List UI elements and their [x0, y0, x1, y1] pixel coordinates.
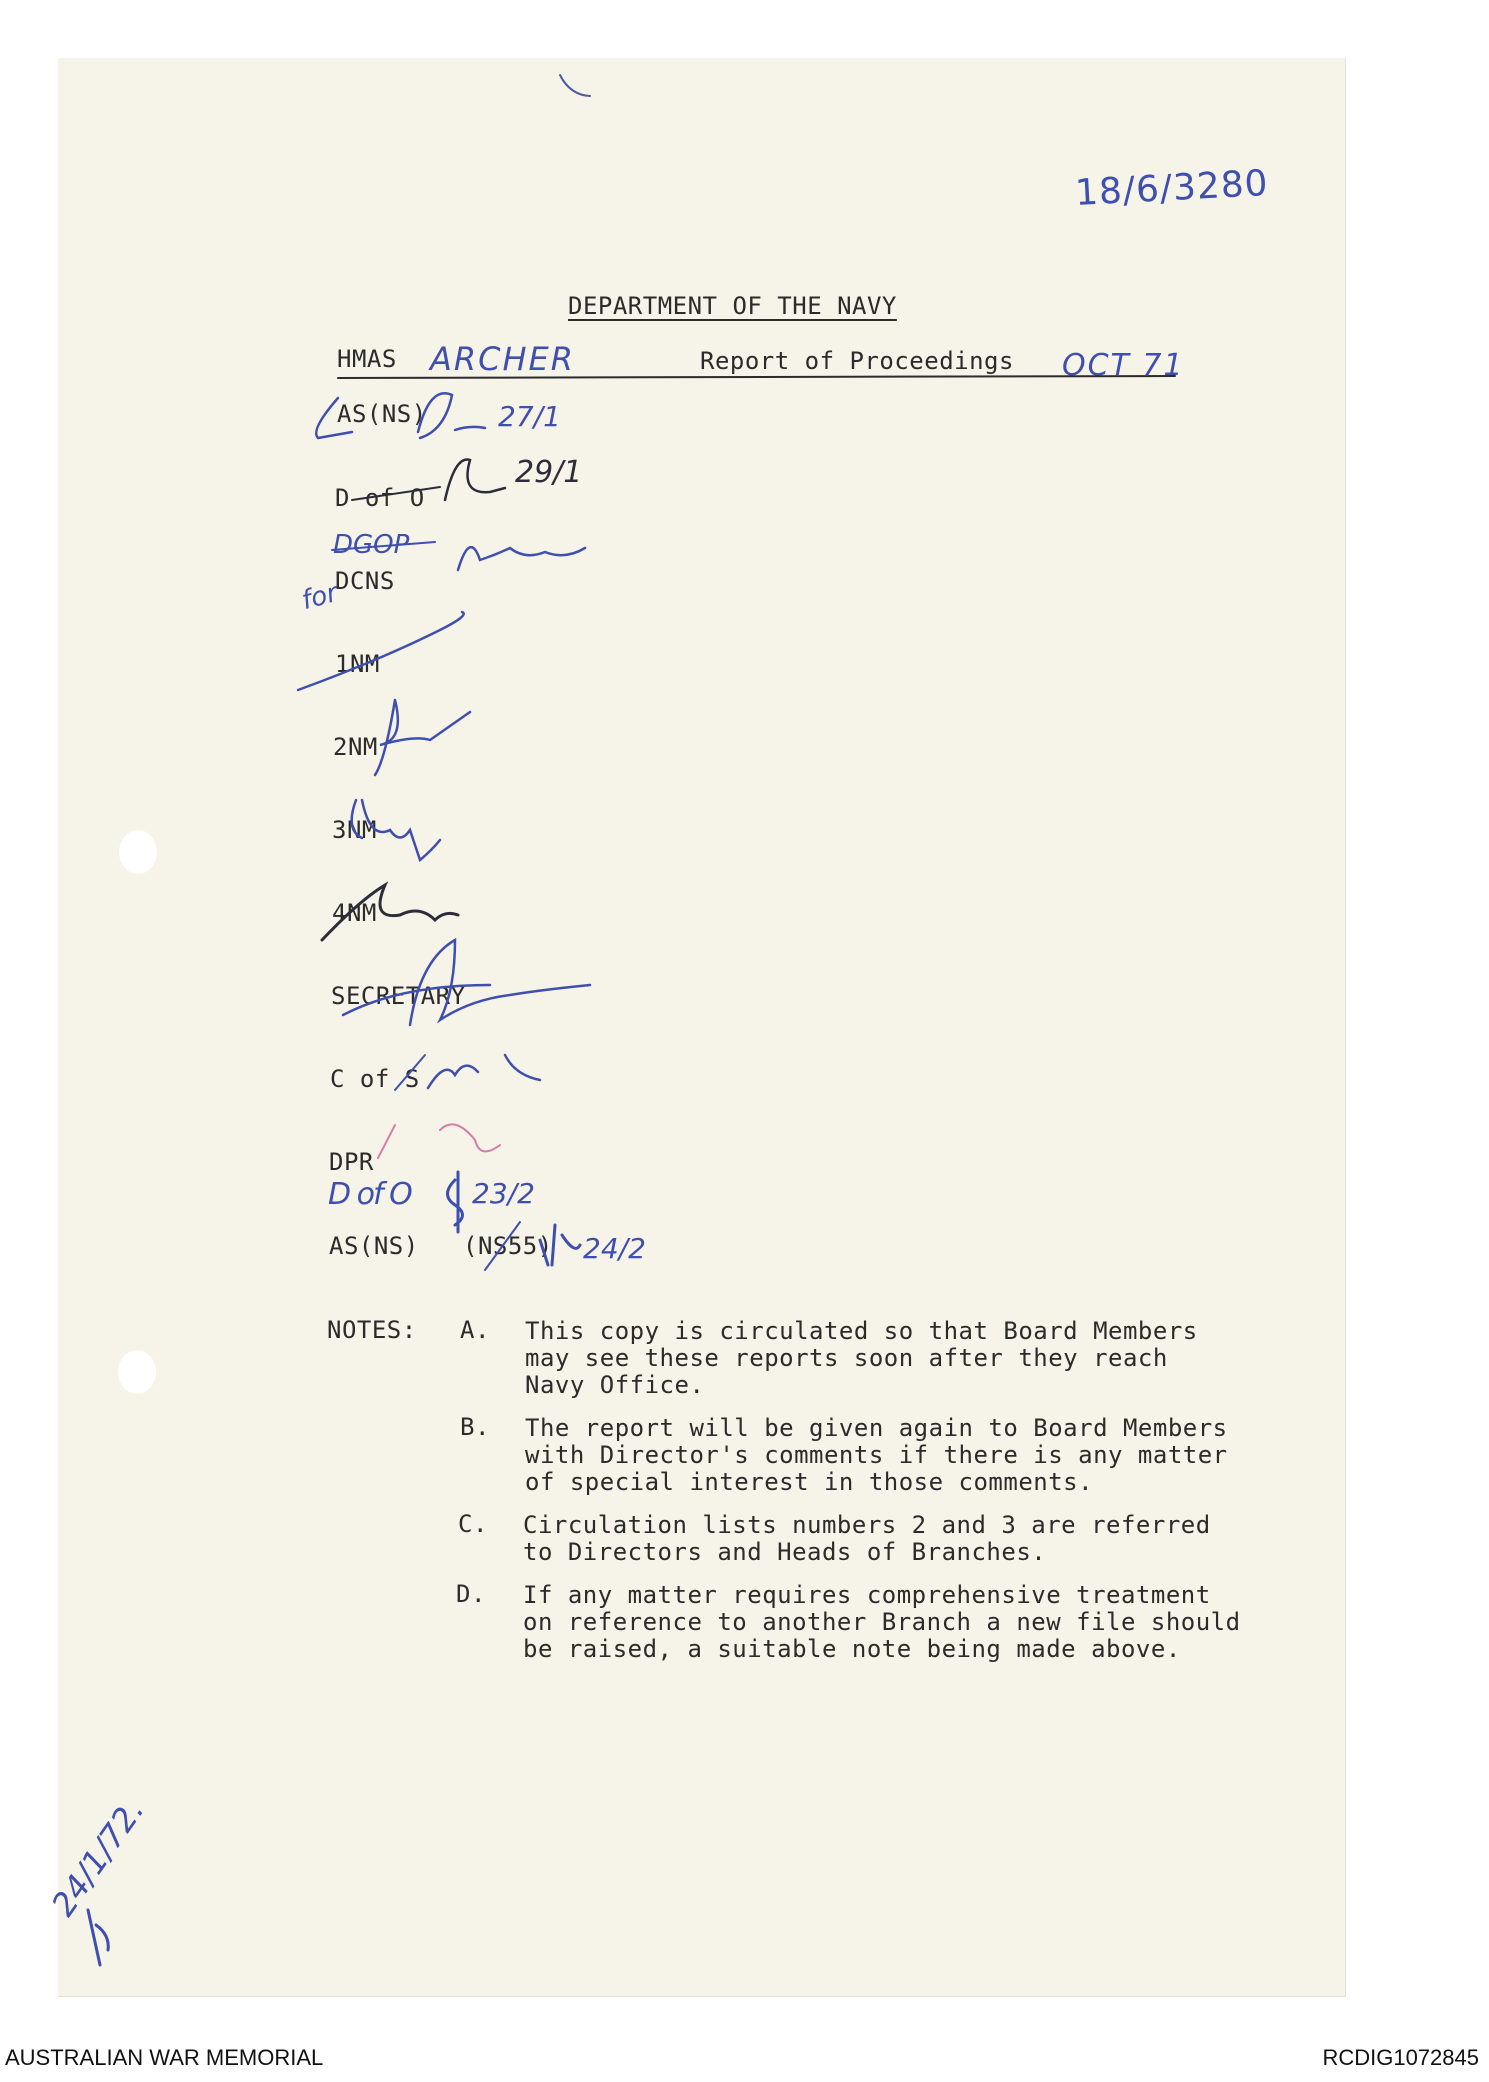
footer-item-id: RCDIG1072845: [1322, 2045, 1479, 2070]
file-number: 18/6/3280: [1074, 162, 1270, 215]
note-d-line-1: If any matter requires comprehensive treatment: [523, 1581, 1211, 1609]
handwritten-dgop: DGOP: [333, 530, 410, 560]
routing-d-of-o: D of O: [335, 484, 425, 512]
note-a-line-1: This copy is circulated so that Board Members: [525, 1317, 1198, 1345]
note-d-line-3: be raised, a suitable note being made above.: [523, 1635, 1181, 1663]
signature-dcns: [458, 547, 585, 570]
top-mark: [560, 75, 590, 96]
note-b-line-3: of special interest in those comments.: [525, 1468, 1094, 1496]
routing-4nm: 4NM: [332, 899, 377, 927]
notes-label: NOTES:: [327, 1316, 417, 1344]
note-c-line-1: Circulation lists numbers 2 and 3 are referred: [523, 1511, 1211, 1539]
note-a-letter: A.: [460, 1316, 490, 1344]
signature-4nm: [322, 885, 458, 940]
handwritten-date-3: 23/2: [472, 1177, 535, 1210]
routing-as-ns-final: AS(NS): [329, 1232, 419, 1260]
pink-marks-dpr: [378, 1124, 500, 1158]
note-b-line-2: with Director's comments if there is any matter: [525, 1441, 1228, 1469]
underline-report-line: [338, 376, 1175, 378]
signature-3nm: [352, 800, 440, 860]
handwritten-for: for: [298, 577, 342, 617]
note-d-line-2: on reference to another Branch a new file should: [523, 1608, 1241, 1636]
marginal-date: 24/1/72.: [43, 1791, 152, 1923]
note-a-line-2: may see these reports soon after they reach: [525, 1344, 1168, 1372]
handwritten-d-of-o: D of O: [328, 1177, 411, 1212]
signature-ns55: [540, 1225, 580, 1265]
strike-ns55: [485, 1222, 520, 1270]
bracket-signature: [316, 398, 352, 438]
report-label: Report of Proceedings: [700, 347, 1014, 375]
hmas-prefix: HMAS: [337, 345, 397, 373]
initials-signature-2: [445, 460, 505, 501]
strike-dgop: [332, 542, 435, 550]
department-heading: DEPARTMENT OF THE NAVY: [568, 292, 897, 320]
strike-1nm: [298, 612, 464, 690]
routing-dpr: DPR: [329, 1148, 374, 1176]
handwritten-date-1: 27/1: [498, 400, 561, 433]
routing-2nm: 2NM: [333, 733, 378, 761]
note-b-line-1: The report will be given again to Board Members: [525, 1414, 1228, 1442]
handwritten-date-4: 24/2: [583, 1232, 646, 1265]
note-b-letter: B.: [460, 1413, 490, 1441]
signature-secretary: [410, 940, 590, 1025]
routing-secretary: SECRETARY: [331, 982, 466, 1010]
strike-d-of-o: [352, 487, 440, 500]
note-c-line-2: to Directors and Heads of Branches.: [523, 1538, 1047, 1566]
footer-archive-name: AUSTRALIAN WAR MEMORIAL: [5, 2045, 324, 2070]
initials-signature-1: [418, 393, 485, 438]
routing-1nm: 1NM: [335, 650, 380, 678]
handwritten-date-2: 29/1: [515, 455, 583, 490]
routing-as-ns: AS(NS): [337, 400, 427, 428]
routing-ns55: (NS55): [463, 1232, 553, 1260]
signature-d-of-o-dollar: [448, 1172, 463, 1232]
marginal-strike: [88, 1910, 108, 1965]
note-a-line-3: Navy Office.: [525, 1371, 705, 1399]
routing-dcns: DCNS: [335, 567, 395, 595]
note-c-letter: C.: [458, 1510, 488, 1538]
signature-2nm: [375, 700, 470, 775]
strike-c-of-s: [395, 1055, 425, 1090]
routing-3nm: 3NM: [332, 816, 377, 844]
report-period: OCT 71: [1062, 348, 1185, 383]
note-d-letter: D.: [456, 1580, 486, 1608]
signature-c-of-s: [428, 1055, 540, 1088]
routing-c-of-s: C of S: [330, 1065, 420, 1093]
ship-name: ARCHER: [430, 340, 575, 378]
